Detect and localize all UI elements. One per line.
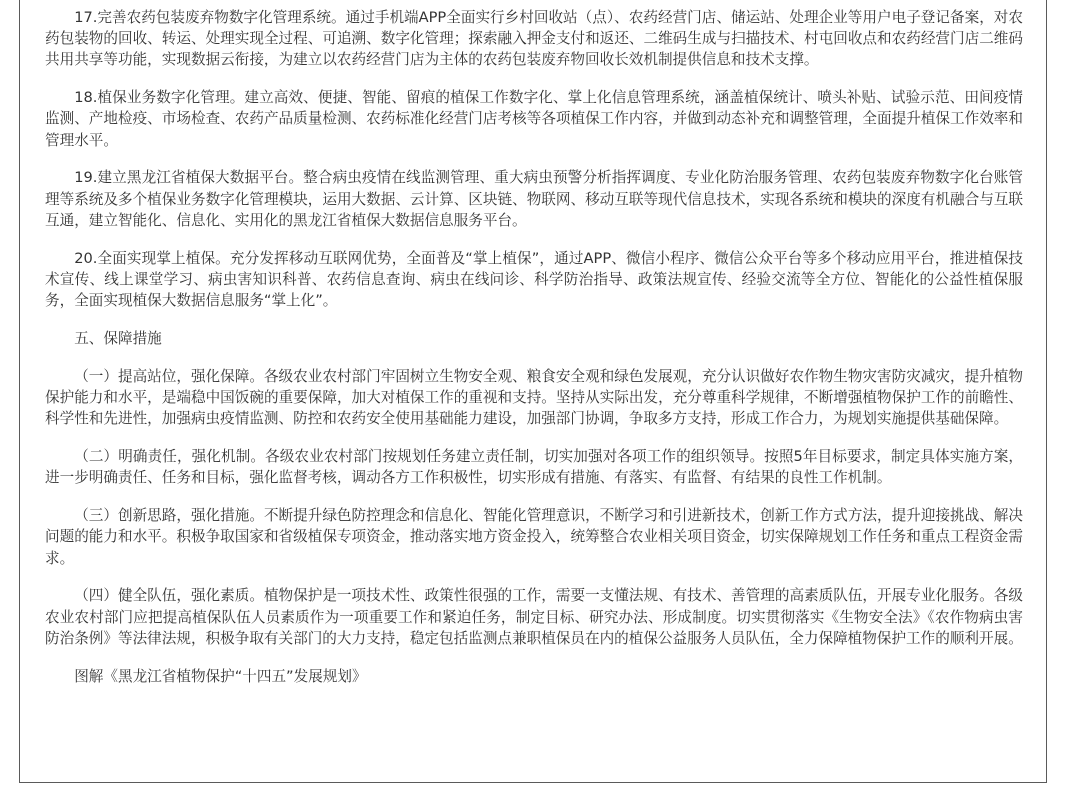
paragraph-18: 18.植保业务数字化管理。建立高效、便捷、智能、留痕的植保工作数字化、掌上化信息管理系统，涵盖植保统计、喷头补贴、试验示范、田间疫情监测、产地检疫、市场检查、农药产品质量检测、农药标准化经营门店考核等各项植保工作内容，并做到动态补充和调整管理，全面提升植保工作效率和管理水平。 (45, 89, 1023, 149)
article-frame (19, 0, 1047, 783)
paragraph-19: 19.建立黑龙江省植保大数据平台。整合病虫疫情在线监测管理、重大病虫预警分析指挥调度、专业化防治服务管理、农药包装废弃物数字化台账管理等系统及多个植保业务数字化管理模块，运用大数据、云计算、区块链、物联网、移动互联等现代信息技术，实现各系统和模块的深度有机融合与互联互通，建立智能化、信息化、实用化的黑龙江省植保大数据信息服务平台。 (45, 169, 1023, 229)
paragraph-measure-3: （三）创新思路，强化措施。不断提升绿色防控理念和信息化、智能化管理意识，不断学习和引进新技术，创新工作方式方法，提升迎接挑战、解决问题的能力和水平。积极争取国家和省级植保专项资金，推动落实地方资金投入，统筹整合农业相关项目资金，切实保障规划工作任务和重点工程资金需求。 (45, 507, 1023, 567)
paragraph-measure-4: （四）健全队伍，强化素质。植物保护是一项技术性、政策性很强的工作，需要一支懂法规、有技术、善管理的高素质队伍，开展专业化服务。各级农业农村部门应把提高植保队伍人员素质作为一项重要工作和紧迫任务，制定目标、研究办法、形成制度。切实贯彻落实《生物安全法》《农作物病虫害防治条例》等法律法规，积极争取有关部门的大力支持，稳定包括监测点兼职植保员在内的植保公益服务人员队伍，全力保障植物保护工作的顺利开展。 (45, 587, 1023, 647)
paragraph-measure-2: （二）明确责任，强化机制。各级农业农村部门按规划任务建立责任制，切实加强对各项工作的组织领导。按照5年目标要求，制定具体实施方案，进一步明确责任、任务和目标，强化监督考核，调动各方工作积极性，切实形成有措施、有落实、有监督、有结果的良性工作机制。 (45, 448, 1023, 487)
paragraph-20: 20.全面实现掌上植保。充分发挥移动互联网优势，全面普及“掌上植保”，通过APP、微信小程序、微信公众平台等多个移动应用平台，推进植保技术宣传、线上课堂学习、病虫害知识科普、农药信息查询、病虫在线问诊、科学防治指导、政策法规宣传、经验交流等全方位、智能化的公益性植保服务，全面实现植保大数据信息服务“掌上化”。 (45, 249, 1023, 310)
infographic-link-text: 图解《黑龙江省植物保护“十四五”发展规划》 (74, 667, 367, 685)
paragraph-17: 17.完善农药包装废弃物数字化管理系统。通过手机端APP全面实行乡村回收站（点）、农药经营门店、储运站、处理企业等用户电子登记备案，对农药包装物的回收、转运、处理实现全过程、可追溯、数字化管理；探索融入押金支付和返还、二维码生成与扫描技术、村屯回收点和农药经营门店二维码共用共享等功能，实现数据云衔接，为建立以农药经营门店为主体的农药包装废弃物回收长效机制提供信息和技术支撑。 (45, 9, 1023, 69)
section-heading: 五、保障措施 (74, 329, 162, 347)
paragraph-measure-1: （一）提高站位，强化保障。各级农业农村部门牢固树立生物安全观、粮食安全观和绿色发展观，充分认识做好农作物生物灾害防灾减灾，提升植物保护能力和水平，是端稳中国饭碗的重要保障，加大对植保工作的重视和支持。坚持从实际出发，充分尊重科学规律，不断增强植物保护工作的前瞻性、科学性和先进性，加强病虫疫情监测、防控和农药安全使用基础能力建设，加强部门协调，争取多方支持，形成工作合力，为规划实施提供基础保障。 (45, 368, 1023, 428)
article-body (45, 7, 1023, 687)
